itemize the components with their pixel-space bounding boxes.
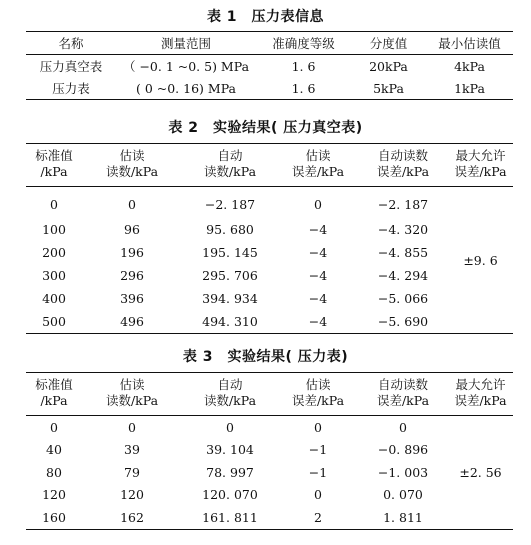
table2-cell: 96	[124, 222, 140, 237]
table1-cell: 1. 6	[291, 58, 316, 74]
table2-cell: 0	[314, 197, 322, 212]
table1-cell: （ −0. 1 ~0. 5) MPa	[122, 59, 250, 74]
table2-cell: 296	[120, 268, 144, 283]
table3-cell: 0	[226, 419, 234, 435]
table1-cell: 4kPa	[454, 58, 485, 74]
table1-header-division: 分度值	[351, 32, 426, 55]
table3-header-standard: 标准值 /kPa	[26, 373, 82, 416]
table3-cell: 0	[50, 419, 58, 435]
table3-cell: 162	[82, 506, 182, 529]
table1-header-range: 测量范围	[116, 32, 256, 55]
table3-cell: 1. 811	[358, 506, 448, 529]
table2-max-error-value: ±9. 6	[448, 187, 513, 334]
table3-cell: 2	[278, 506, 358, 529]
table2-cell: 496	[82, 310, 182, 334]
table2-cell: −4	[308, 245, 328, 260]
table2-cell: −2. 187	[377, 197, 429, 212]
table3-cell: 120. 070	[202, 487, 258, 503]
table2-header-standard: 标准值 /kPa	[26, 144, 82, 187]
table2-cell: −4	[308, 268, 328, 283]
table3-cell: 161. 811	[182, 506, 278, 529]
table1	[26, 31, 513, 100]
table3-cell: 39. 104	[206, 442, 254, 458]
table1-caption: 表 1 压力表信息	[206, 9, 325, 25]
table2-cell: 195. 145	[202, 245, 258, 260]
table3-header-auto-reading: 自动 读数/kPa	[182, 373, 278, 416]
table3-caption: 表 3 实验结果( 压力表)	[182, 349, 349, 365]
table2-cell: −4	[278, 310, 358, 334]
table3-row	[26, 506, 513, 529]
table2-row	[26, 264, 513, 287]
table1-cell: 5kPa	[351, 77, 426, 100]
table3-cell: 79	[124, 464, 140, 480]
table2-cell: −5. 690	[358, 310, 448, 334]
table3-cell: 0. 070	[383, 487, 423, 503]
table1-cell: 压力真空表	[39, 59, 103, 74]
table1-cell: 压力表	[26, 77, 116, 100]
table3-row	[26, 461, 513, 484]
table3-cell: 0	[314, 419, 322, 435]
table3-cell: 40	[46, 442, 62, 458]
table2-row	[26, 287, 513, 310]
table2-cell: 500	[26, 310, 82, 334]
table2-caption: 表 2 实验结果( 压力真空表)	[168, 120, 363, 136]
table3-cell: 0	[314, 487, 322, 503]
table3-cell: −1	[308, 464, 328, 480]
table2-cell: 396	[120, 291, 144, 306]
table3-row	[26, 439, 513, 462]
table2-header-max-error: 最大允许 误差/kPa	[448, 144, 513, 187]
table3-cell: 80	[46, 464, 62, 480]
table3	[26, 372, 513, 530]
table3-cell: 120	[42, 487, 66, 503]
table1-header-min-reading: 最小估读值	[426, 32, 513, 55]
table2-cell: 295. 706	[202, 268, 258, 283]
table2-cell: 0	[50, 197, 58, 212]
table2-cell: −4	[308, 291, 328, 306]
table2-cell: −4. 320	[377, 222, 429, 237]
table2-cell: 394. 934	[202, 291, 258, 306]
table3-cell: 120	[120, 487, 144, 503]
table2-cell: −5. 066	[377, 291, 429, 306]
table3-row	[26, 484, 513, 507]
table2-row	[26, 187, 513, 219]
table3-cell: −1	[308, 442, 328, 458]
table1-cell: 1. 6	[256, 77, 351, 100]
table2-cell: −2. 187	[204, 197, 256, 212]
table2-cell: −4	[308, 222, 328, 237]
table2-header-estimated-error: 估读 误差/kPa	[278, 144, 358, 187]
table2-cell: −4. 855	[377, 245, 429, 260]
table3-header-estimated-error: 估读 误差/kPa	[278, 373, 358, 416]
table3-cell: 0	[399, 419, 407, 435]
table2-cell: 200	[42, 245, 66, 260]
table2-header-auto-error: 自动读数 误差/kPa	[358, 144, 448, 187]
table2-cell: 0	[128, 197, 136, 212]
table3-header-auto-error: 自动读数 误差/kPa	[358, 373, 448, 416]
table3-cell: 78. 997	[206, 464, 254, 480]
table2-cell: 196	[120, 245, 144, 260]
table3-row	[26, 416, 513, 439]
table2-header-estimated-reading: 估读 读数/kPa	[82, 144, 182, 187]
table1-cell: 1kPa	[426, 77, 513, 100]
table1-row	[26, 77, 513, 100]
table2-header-auto-reading: 自动 读数/kPa	[182, 144, 278, 187]
table3-cell: 0	[128, 419, 136, 435]
table3-cell: 160	[26, 506, 82, 529]
table3-cell: −1. 003	[377, 464, 429, 480]
table2-row	[26, 310, 513, 334]
table3-header-estimated-reading: 估读 读数/kPa	[82, 373, 182, 416]
table3-header-max-error: 最大允许 误差/kPa	[448, 373, 513, 416]
table2-cell: −4. 294	[377, 268, 429, 283]
table2-cell: 300	[42, 268, 66, 283]
table3-cell: −0. 896	[377, 442, 429, 458]
table1-header-name: 名称	[26, 32, 116, 55]
table2-row	[26, 218, 513, 241]
table1-row	[26, 55, 513, 78]
table2-cell: 100	[42, 222, 66, 237]
table3-cell: 39	[124, 442, 140, 458]
table3-max-error-value: ±2. 56	[448, 416, 513, 530]
table2-cell: 400	[42, 291, 66, 306]
table1-header-accuracy: 准确度等级	[256, 32, 351, 55]
table2-row	[26, 241, 513, 264]
table2-cell: 95. 680	[206, 222, 254, 237]
table2-cell: 494. 310	[182, 310, 278, 334]
table2	[26, 143, 513, 334]
table1-cell: ( 0 ~0. 16) MPa	[116, 77, 256, 100]
table1-cell: 20kPa	[369, 58, 408, 74]
